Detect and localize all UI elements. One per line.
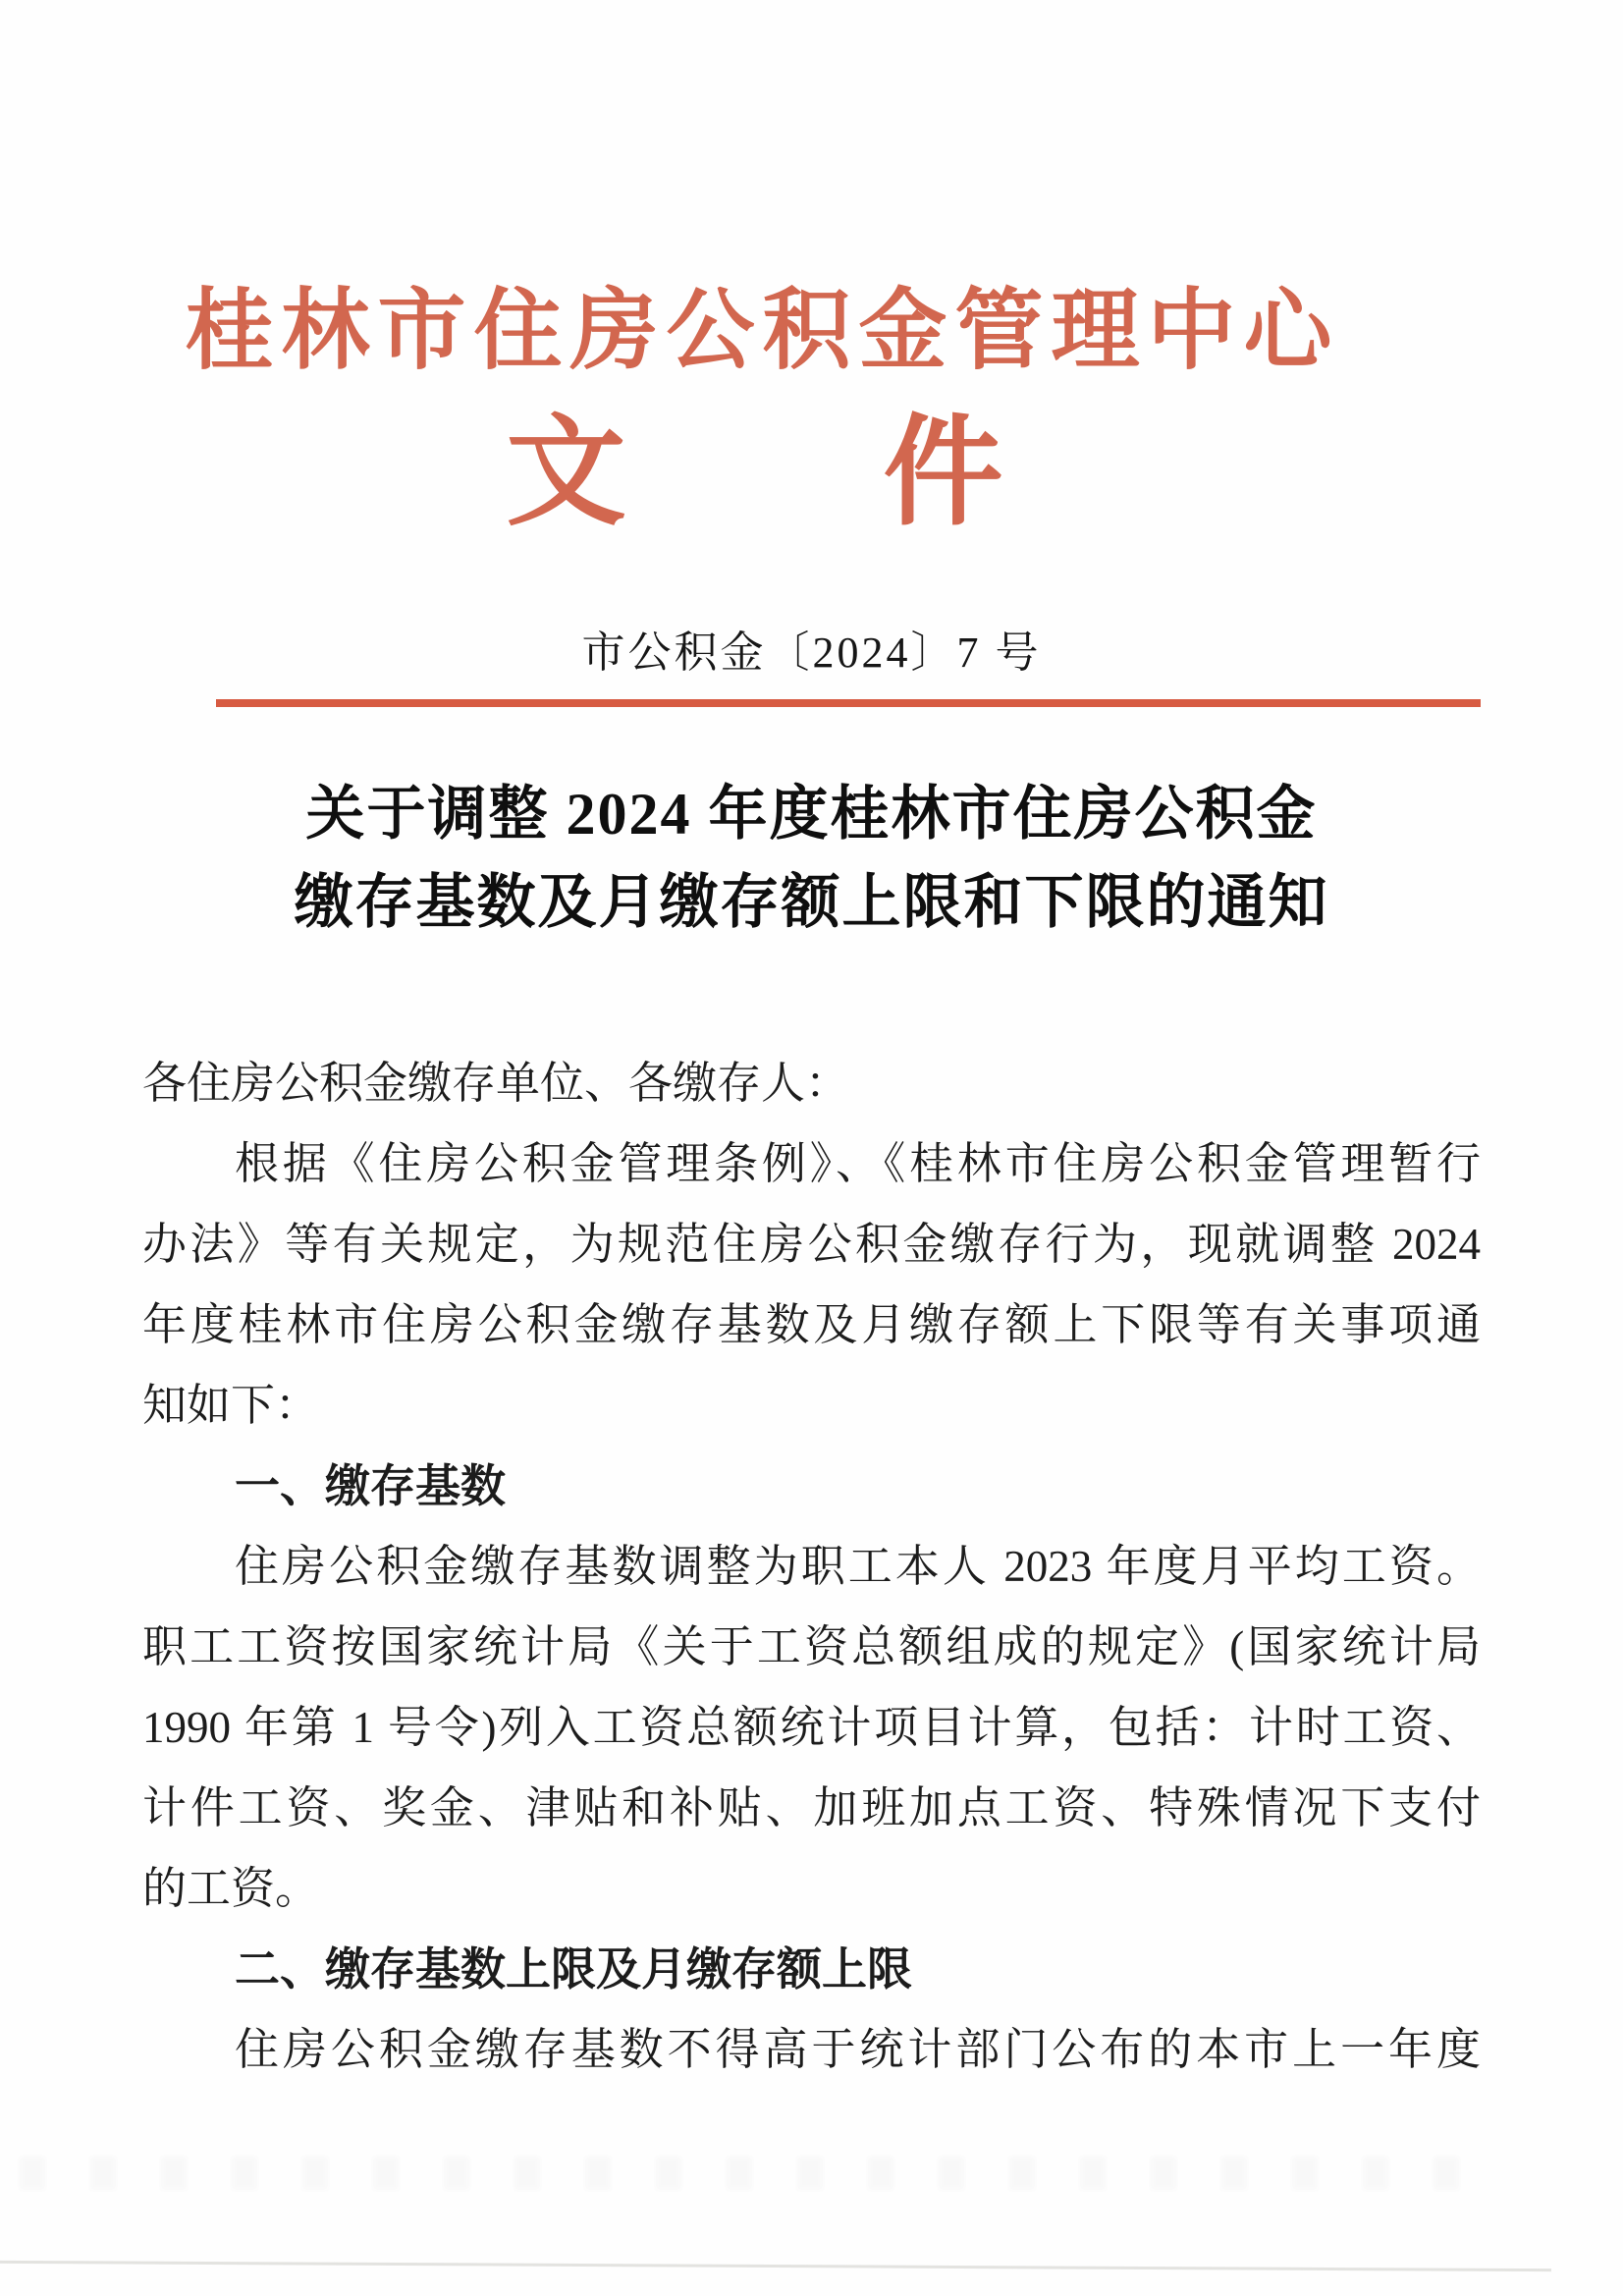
paragraph-line: 职工工资按国家统计局《关于工资总额组成的规定》(国家统计局 — [142, 1622, 1481, 1671]
paragraph-line: 根据《住房公积金管理条例》、《桂林市住房公积金管理暂行 — [235, 1139, 1481, 1188]
section-heading-1: 一、缴存基数 — [235, 1460, 506, 1511]
paragraph-line: 知如下： — [142, 1381, 320, 1430]
title-line-2: 缴存基数及月缴存额上限和下限的通知 — [294, 870, 1329, 935]
letterhead-org-name: 桂林市住房公积金管理中心 — [185, 283, 1340, 380]
doc-word-char-jian: 件 — [883, 408, 1003, 540]
paragraph-line: 办法》等有关规定，为规范住房公积金缴存行为，现就调整 2024 — [142, 1220, 1481, 1269]
paragraph-line: 的工资。 — [142, 1864, 320, 1913]
ghost-bleed-marks — [20, 2157, 1486, 2190]
paragraph-line: 年度桂林市住房公积金缴存基数及月缴存额上下限等有关事项通 — [142, 1300, 1481, 1349]
paragraph-line: 1990 年第 1 号令)列入工资总额统计项目计算，包括：计时工资、 — [142, 1703, 1481, 1752]
salutation-line: 各住房公积金缴存单位、各缴存人： — [142, 1059, 850, 1108]
paragraph-line: 住房公积金缴存基数不得高于统计部门公布的本市上一年度 — [235, 2025, 1481, 2074]
title-line-1: 关于调整 2024 年度桂林市住房公积金 — [305, 782, 1318, 847]
letterhead-doc-word — [85, 410, 1424, 538]
red-divider-rule — [216, 699, 1481, 707]
scan-shadow-line — [0, 2261, 1551, 2271]
paragraph-line: 计件工资、奖金、津贴和补贴、加班加点工资、特殊情况下支付 — [142, 1783, 1481, 1832]
paragraph-line: 住房公积金缴存基数调整为职工本人 2023 年度月平均工资。 — [235, 1542, 1481, 1591]
doc-word-char-wen: 文 — [506, 408, 626, 540]
document-number: 市公积金〔2024〕7 号 — [581, 629, 1042, 677]
document-title — [142, 770, 1481, 947]
section-heading-2: 二、缴存基数上限及月缴存额上限 — [235, 1943, 912, 1995]
document-body — [142, 1043, 1481, 2090]
